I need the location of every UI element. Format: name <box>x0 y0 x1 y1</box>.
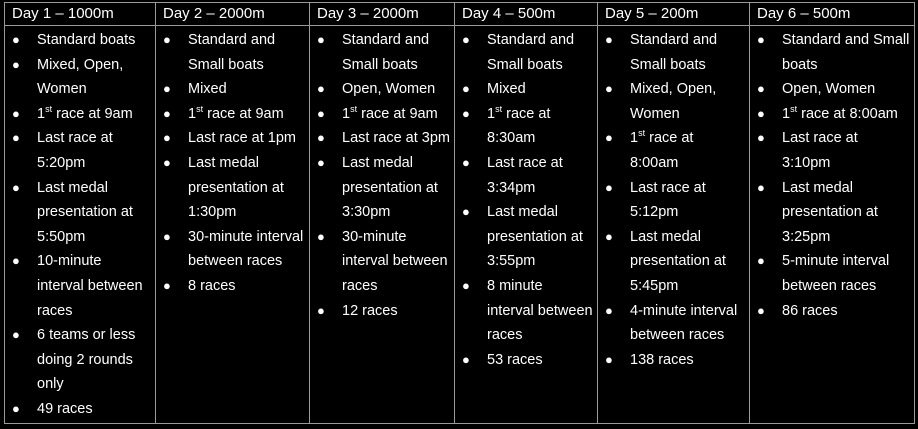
bullet-icon: ● <box>462 154 470 170</box>
list-item <box>5 53 155 102</box>
bullet-icon: ● <box>605 81 613 97</box>
day-1-cell <box>5 26 156 424</box>
details-row <box>5 26 915 424</box>
list-item-text: Last medal presentation at 3:30pm <box>342 154 438 221</box>
bullet-icon: ● <box>12 130 20 146</box>
list-item-text: 49 races <box>37 400 93 417</box>
list-item-text: 138 races <box>630 351 694 368</box>
list-item <box>455 200 597 274</box>
list-item <box>750 28 914 77</box>
bullet-icon: ● <box>605 32 613 47</box>
list-item-text: 12 races <box>342 302 398 319</box>
list-item <box>5 249 155 323</box>
list-item <box>598 299 749 348</box>
list-item <box>310 151 454 225</box>
bullet-icon: ● <box>462 81 470 97</box>
list-item <box>598 28 749 77</box>
list-item <box>156 126 309 151</box>
bullet-icon: ● <box>317 130 325 146</box>
bullet-icon: ● <box>12 56 20 72</box>
bullet-icon: ● <box>12 400 20 416</box>
list-item-text: Mixed, Open, Women <box>630 81 717 122</box>
bullet-icon: ● <box>163 277 171 293</box>
list-item <box>310 102 454 127</box>
bullet-icon: ● <box>317 154 325 170</box>
bullet-icon: ● <box>317 32 325 47</box>
list-item-text: 8 races <box>188 277 236 294</box>
bullet-icon: ● <box>163 130 171 146</box>
list-item <box>455 348 597 373</box>
list-item-text: 4-minute interval between races <box>630 302 738 344</box>
bullet-icon: ● <box>757 81 765 97</box>
list-item-text: Standard and Small boats <box>630 32 718 73</box>
bullet-icon: ● <box>605 179 613 195</box>
bullet-icon: ● <box>12 179 20 195</box>
bullet-icon: ● <box>757 302 765 318</box>
list-item-text: 1st race at 8:30am <box>487 103 551 147</box>
list-item <box>455 151 597 200</box>
list-item-text: Standard and Small boats <box>188 32 276 73</box>
list-item <box>156 102 309 127</box>
bullet-icon: ● <box>12 105 20 121</box>
bullet-icon: ● <box>12 253 20 269</box>
bullet-icon: ● <box>462 351 470 367</box>
list-item <box>750 102 914 127</box>
list-item-text: 10-minute interval between races <box>37 253 143 319</box>
list-item <box>5 102 155 127</box>
bullet-icon: ● <box>757 179 765 195</box>
bullet-icon: ● <box>605 130 613 146</box>
list-item <box>156 77 309 102</box>
day-3-list <box>310 28 454 323</box>
bullet-icon: ● <box>317 228 325 244</box>
list-item-text: Last medal presentation at 3:25pm <box>782 179 878 245</box>
list-item-text: Standard boats <box>37 32 136 48</box>
list-item-text: Last medal presentation at 1:30pm <box>188 154 284 221</box>
list-item-text: Last race at 3pm <box>342 130 450 147</box>
bullet-icon: ● <box>163 32 171 47</box>
list-item <box>750 126 914 175</box>
list-item <box>750 249 914 298</box>
list-item <box>598 77 749 126</box>
list-item <box>750 299 914 324</box>
list-item-text: Mixed, Open, Women <box>37 56 124 98</box>
list-item <box>455 102 597 151</box>
list-item <box>310 225 454 299</box>
day-2-list <box>156 28 309 299</box>
day-3-cell <box>310 26 455 424</box>
list-item <box>310 299 454 324</box>
bullet-icon: ● <box>163 105 171 121</box>
day-2-header: Day 2 – 2000m <box>156 3 310 26</box>
list-item-text: 1st race at 8:00am <box>782 103 898 122</box>
list-item-text: Mixed <box>188 81 227 98</box>
list-item-text: Last race at 1pm <box>188 130 296 147</box>
list-item-text: 1st race at 9am <box>37 103 133 122</box>
bullet-icon: ● <box>12 32 20 47</box>
list-item <box>598 126 749 175</box>
list-item <box>310 77 454 102</box>
day-4-list <box>455 28 597 372</box>
day-5-header: Day 5 – 200m <box>598 3 750 26</box>
day-5-list <box>598 28 749 372</box>
list-item <box>750 77 914 102</box>
bullet-icon: ● <box>605 351 613 367</box>
list-item-text: 1st race at 8:00am <box>630 128 694 171</box>
day-3-header: Day 3 – 2000m <box>310 3 455 26</box>
list-item <box>5 126 155 175</box>
list-item-text: Last medal presentation at 5:45pm <box>630 228 726 294</box>
list-item-text: 1st race at 9am <box>188 103 284 122</box>
list-item-text: Last medal presentation at 5:50pm <box>37 179 133 245</box>
list-item <box>750 176 914 250</box>
list-item-text: Standard and Small boats <box>487 32 575 73</box>
bullet-icon: ● <box>317 105 325 121</box>
list-item-text: Open, Women <box>342 81 436 98</box>
day-4-cell <box>455 26 598 424</box>
list-item-text: 30-minute interval between races <box>188 228 304 270</box>
bullet-icon: ● <box>605 302 613 318</box>
list-item <box>156 274 309 299</box>
list-item-text: Last race at 5:12pm <box>630 179 706 221</box>
list-item <box>310 126 454 151</box>
bullet-icon: ● <box>605 228 613 244</box>
day-5-cell <box>598 26 750 424</box>
list-item-text: 6 teams or less doing 2 rounds only <box>37 327 136 393</box>
bullet-icon: ● <box>462 204 470 220</box>
day-4-header: Day 4 – 500m <box>455 3 598 26</box>
bullet-icon: ● <box>757 32 765 47</box>
list-item-text: 53 races <box>487 351 543 368</box>
list-item <box>455 274 597 348</box>
bullet-icon: ● <box>12 327 20 343</box>
day-6-cell <box>750 26 915 424</box>
list-item-text: Standard and Small boats <box>782 32 910 73</box>
day-2-cell <box>156 26 310 424</box>
bullet-icon: ● <box>163 154 171 170</box>
bullet-icon: ● <box>462 32 470 47</box>
race-schedule-table <box>4 2 915 424</box>
list-item-text: Mixed <box>487 81 526 98</box>
bullet-icon: ● <box>317 302 325 318</box>
list-item-text: 5-minute interval between races <box>782 253 890 294</box>
bullet-icon: ● <box>163 228 171 244</box>
day-6-header: Day 6 – 500m <box>750 3 915 26</box>
list-item <box>598 225 749 299</box>
list-item-text: Last medal presentation at 3:55pm <box>487 204 583 270</box>
list-item-text: 8 minute interval between races <box>487 277 593 344</box>
list-item <box>310 28 454 77</box>
list-item <box>598 176 749 225</box>
bullet-icon: ● <box>163 81 171 97</box>
list-item-text: Last race at 3:34pm <box>487 154 563 196</box>
bullet-icon: ● <box>757 105 765 121</box>
list-item-text: 30-minute interval between races <box>342 228 448 294</box>
list-item-text: Open, Women <box>782 81 876 98</box>
day-1-list <box>5 28 155 422</box>
list-item <box>156 151 309 225</box>
list-item-text: 1st race at 9am <box>342 103 438 122</box>
list-item-text: Last race at 3:10pm <box>782 130 858 171</box>
list-item <box>5 28 155 53</box>
list-item <box>156 28 309 77</box>
bullet-icon: ● <box>462 105 470 121</box>
list-item-text: Standard and Small boats <box>342 32 430 73</box>
bullet-icon: ● <box>317 81 325 97</box>
day-6-list <box>750 28 914 323</box>
day-1-header: Day 1 – 1000m <box>5 3 156 26</box>
bullet-icon: ● <box>462 277 470 293</box>
bullet-icon: ● <box>757 253 765 269</box>
list-item <box>5 397 155 422</box>
list-item <box>5 176 155 250</box>
list-item-text: 86 races <box>782 302 838 319</box>
list-item <box>598 348 749 373</box>
list-item <box>455 77 597 102</box>
list-item <box>5 323 155 397</box>
list-item-text: Last race at 5:20pm <box>37 130 113 171</box>
bullet-icon: ● <box>757 130 765 146</box>
list-item <box>455 28 597 77</box>
header-row <box>5 3 915 26</box>
list-item <box>156 225 309 274</box>
